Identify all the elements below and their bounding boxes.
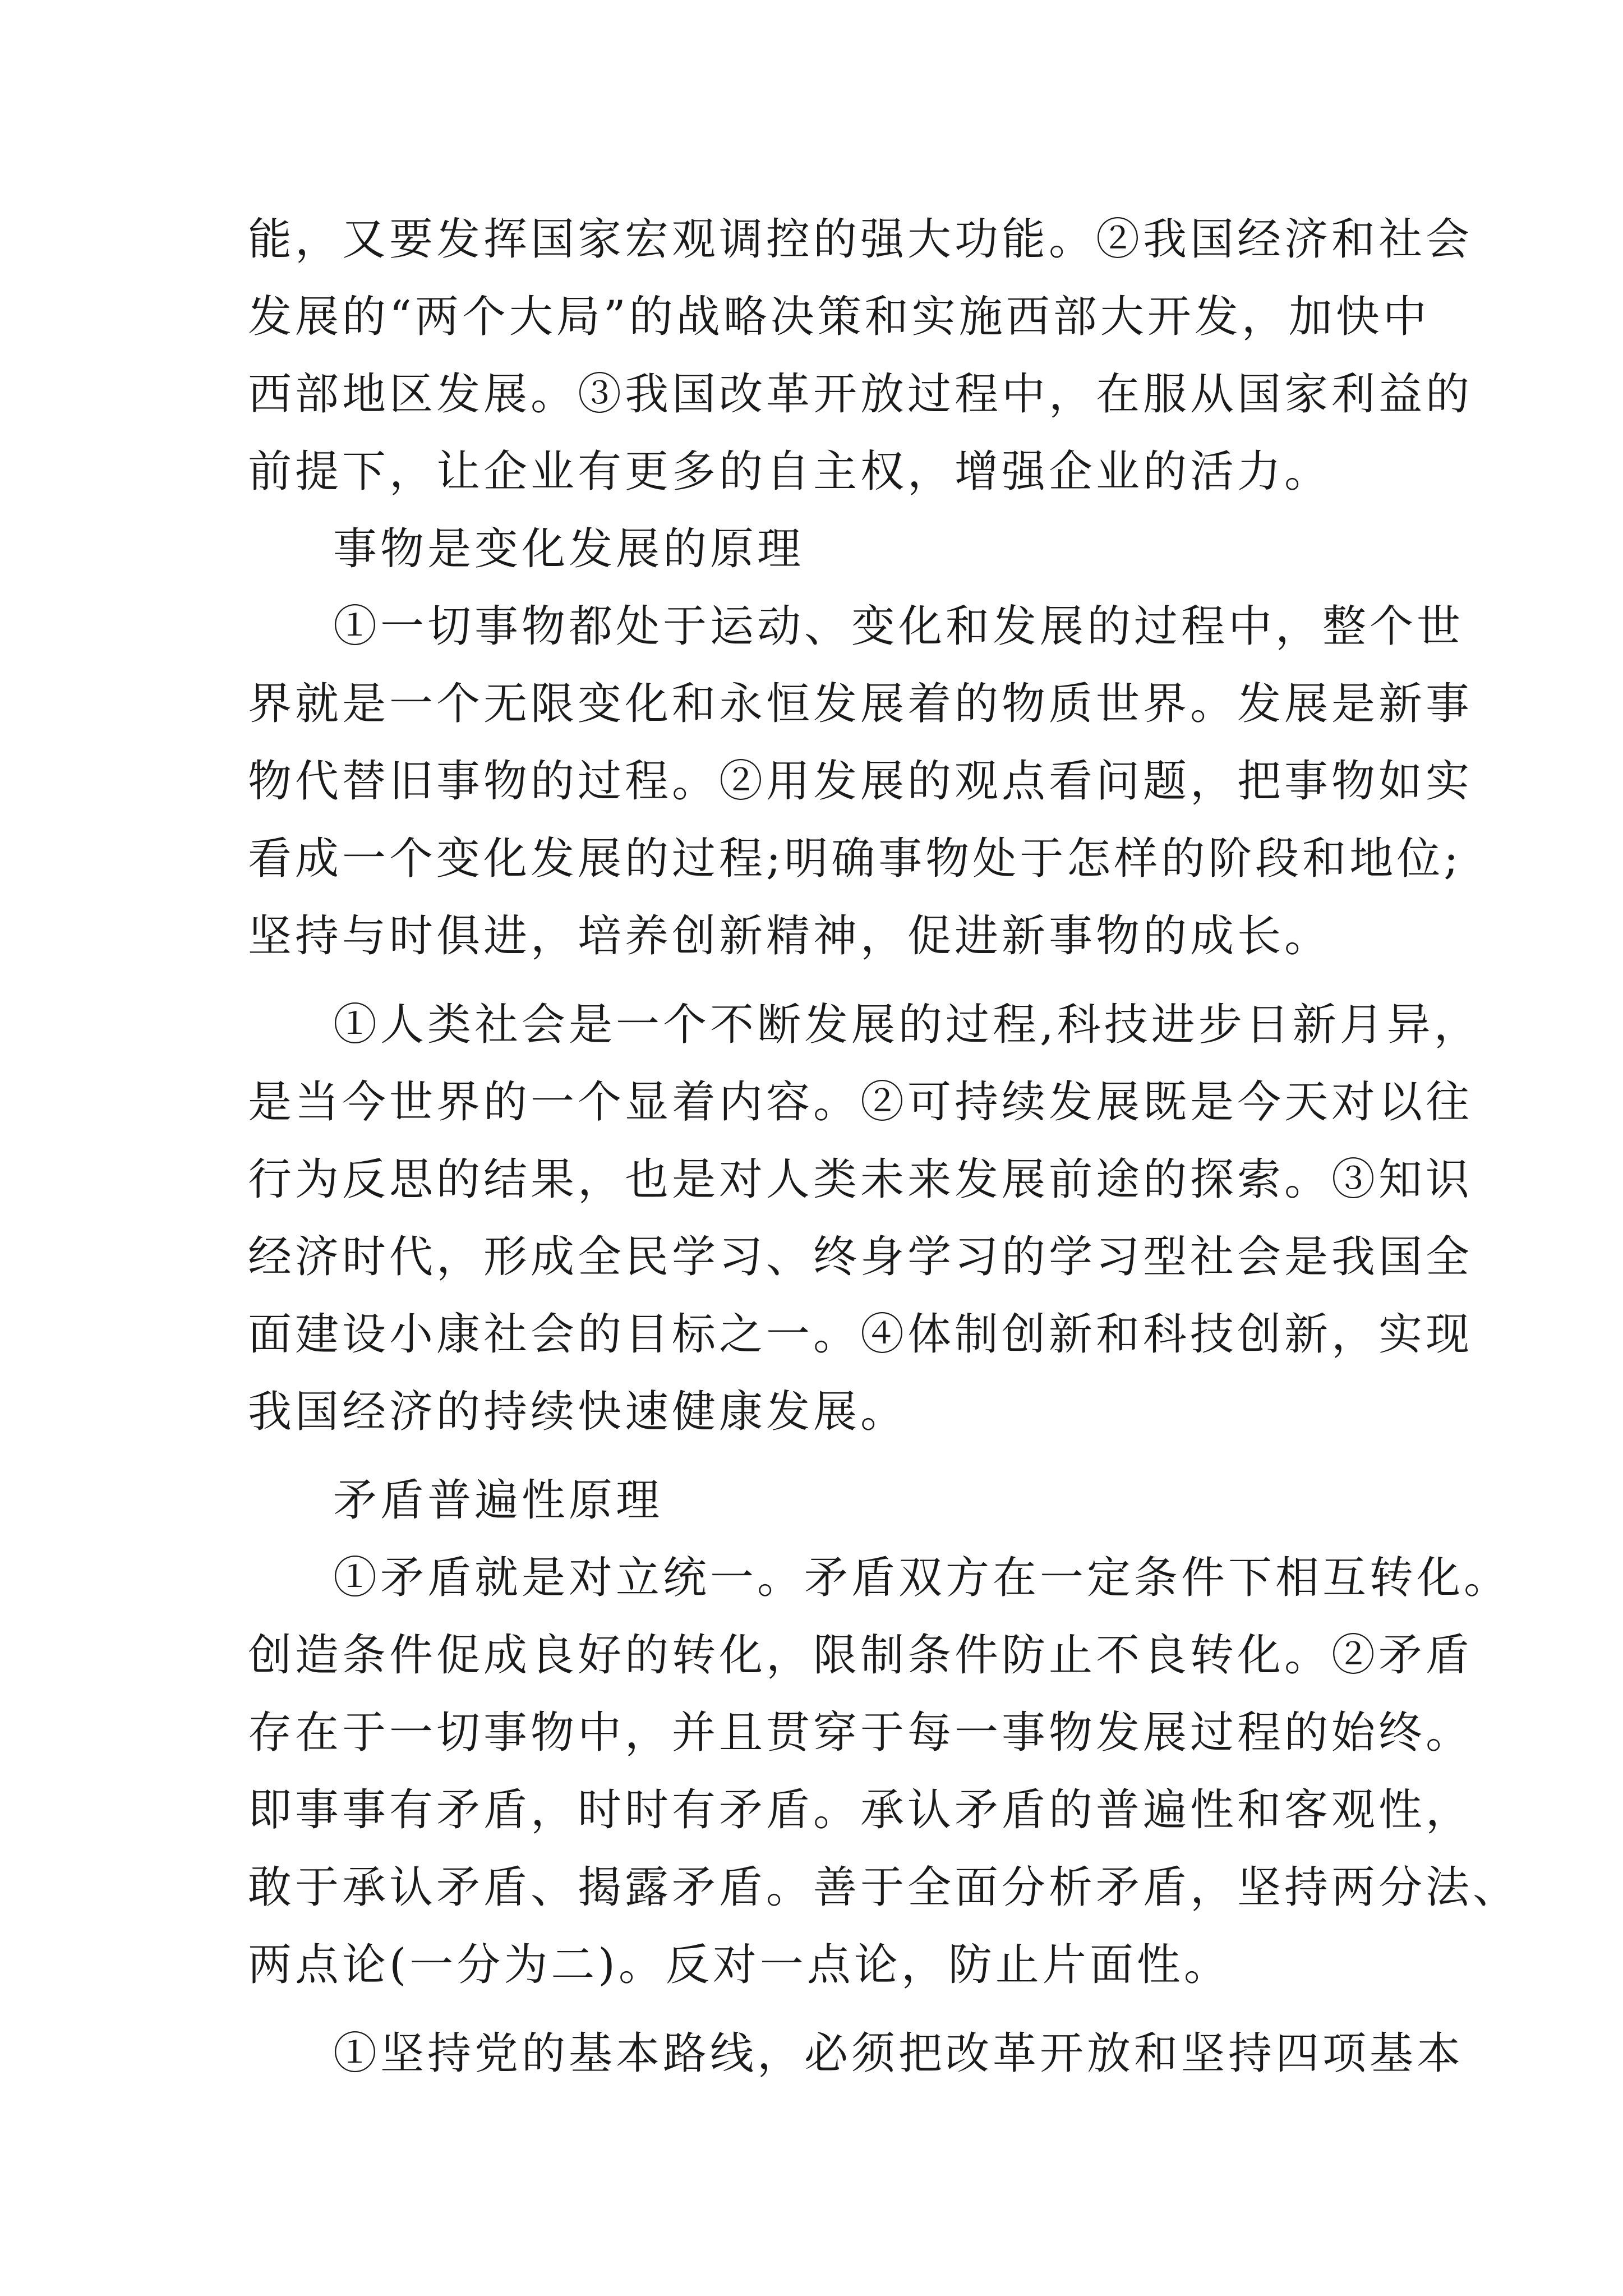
text-line: 前提下，让企业有更多的自主权，增强企业的活力。 <box>248 447 1332 497</box>
document-body <box>248 201 1520 2092</box>
text-line: 创造条件促成良好的转化，限制条件防止不良转化。②矛盾 <box>248 1630 1473 1681</box>
text-line: ①矛盾就是对立统一。矛盾双方在一定条件下相互转化。 <box>333 1553 1511 1603</box>
text-line: 我国经济的持续快速健康发展。 <box>248 1387 908 1437</box>
text-line: 是当今世界的一个显着内容。②可持续发展既是今天对以往 <box>248 1077 1473 1128</box>
section-heading-change-development: 事物是变化发展的原理 <box>333 524 805 574</box>
section-heading-contradiction: 矛盾普遍性原理 <box>333 1475 663 1526</box>
text-line: ①人类社会是一个不断发展的过程,科技进步日新月异， <box>333 1000 1481 1050</box>
text-line: 两点论(一分为二)。反对一点论，防止片面性。 <box>248 1940 1231 1990</box>
text-line: ①一切事物都处于运动、变化和发展的过程中，整个世 <box>333 601 1464 652</box>
text-line: 发展的“两个大局”的战略决策和实施西部大开发，加快中 <box>248 292 1430 342</box>
text-line: 行为反思的结果，也是对人类未来发展前途的探索。③知识 <box>248 1154 1473 1205</box>
text-line: 能，又要发挥国家宏观调控的强大功能。②我国经济和社会 <box>248 214 1473 265</box>
text-line: 即事事有矛盾，时时有矛盾。承认矛盾的普遍性和客观性， <box>248 1785 1473 1835</box>
text-line: 物代替旧事物的过程。②用发展的观点看问题，把事物如实 <box>248 756 1473 807</box>
text-line: ①坚持党的基本路线，必须把改革开放和坚持四项基本 <box>333 2028 1464 2079</box>
text-line: 坚持与时俱进，培养创新精神，促进新事物的成长。 <box>248 911 1332 961</box>
text-line: 经济时代，形成全民学习、终身学习的学习型社会是我国全 <box>248 1232 1473 1282</box>
text-line: 存在于一切事物中，并且贯穿于每一事物发展过程的始终。 <box>248 1708 1473 1758</box>
text-line: 西部地区发展。③我国改革开放过程中，在服从国家利益的 <box>248 369 1473 420</box>
text-line: 面建设小康社会的目标之一。④体制创新和科技创新，实现 <box>248 1309 1473 1360</box>
text-line: 敢于承认矛盾、揭露矛盾。善于全面分析矛盾，坚持两分法、 <box>248 1862 1520 1913</box>
text-line: 界就是一个无限变化和永恒发展着的物质世界。发展是新事 <box>248 679 1473 729</box>
text-line: 看成一个变化发展的过程;明确事物处于怎样的阶段和地位; <box>248 834 1462 884</box>
